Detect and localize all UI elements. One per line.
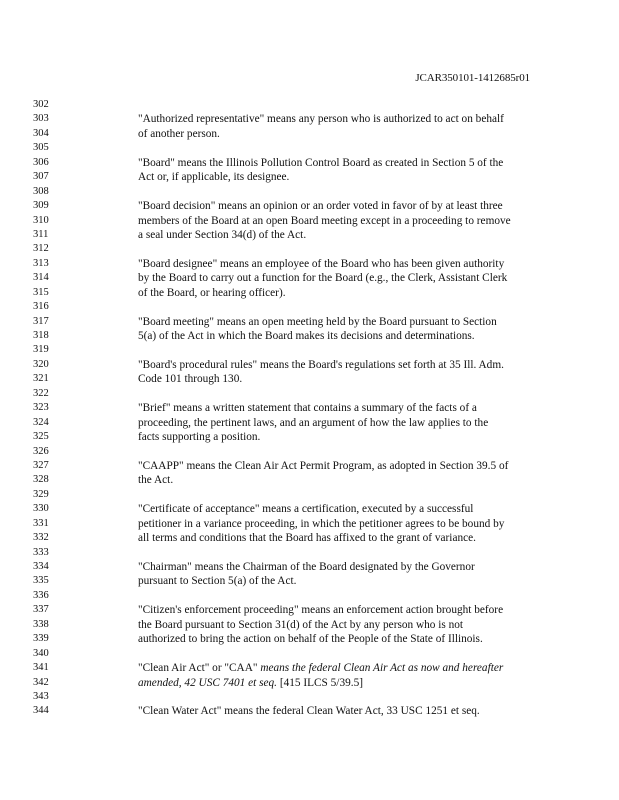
line-text bbox=[138, 112, 504, 126]
text-segment: "CAAPP" means the Clean Air Act Permit Program, as adopted in Section 39.5 of bbox=[138, 459, 509, 472]
line-number: 322 bbox=[33, 387, 49, 399]
text-line bbox=[0, 141, 619, 155]
text-line bbox=[0, 343, 619, 357]
text-segment: petitioner in a variance proceeding, in which the petitioner agrees to be bound by bbox=[138, 517, 505, 530]
text-line bbox=[0, 603, 619, 617]
text-line bbox=[0, 517, 619, 531]
text-segment: "Board's procedural rules" means the Board's regulations set forth at 35 Ill. Adm. bbox=[138, 358, 504, 371]
text-line bbox=[0, 156, 619, 170]
line-number: 329 bbox=[33, 488, 49, 500]
text-line bbox=[0, 546, 619, 560]
line-text bbox=[138, 315, 497, 329]
text-segment: by the Board to carry out a function for the Board (e.g., the Clerk, Assistant Clerk bbox=[138, 272, 508, 285]
line-number: 325 bbox=[33, 431, 49, 443]
line-number: 303 bbox=[33, 113, 49, 125]
text-line bbox=[0, 214, 619, 228]
line-text bbox=[138, 286, 286, 300]
text-line bbox=[0, 170, 619, 184]
text-segment: members of the Board at an open Board meeting except in a proceeding to remove bbox=[138, 214, 511, 227]
text-line bbox=[0, 329, 619, 343]
text-segment: the Board pursuant to Section 31(d) of the Act by any person who is not bbox=[138, 618, 464, 631]
line-text bbox=[138, 329, 475, 343]
text-segment: "Board" means the Illinois Pollution Control Board as created in Section 5 of the bbox=[138, 156, 504, 169]
text-segment: 5(a) of the Act in which the Board makes its decisions and determinations. bbox=[138, 330, 475, 342]
line-text bbox=[138, 632, 483, 646]
text-segment: "Board decision" means an opinion or an order voted in favor of by at least three bbox=[138, 200, 503, 213]
line-text bbox=[138, 372, 242, 386]
line-number: 344 bbox=[33, 705, 49, 717]
document-id-header: JCAR350101-1412685r01 bbox=[415, 72, 530, 84]
text-segment: [415 ILCS 5/39.5] bbox=[277, 676, 363, 689]
text-line bbox=[0, 589, 619, 603]
line-number: 308 bbox=[33, 185, 49, 197]
line-number: 342 bbox=[33, 676, 49, 688]
text-line bbox=[0, 300, 619, 314]
text-line bbox=[0, 271, 619, 285]
text-line bbox=[0, 98, 619, 112]
line-text bbox=[138, 401, 477, 415]
line-number: 334 bbox=[33, 561, 49, 572]
line-number: 333 bbox=[33, 546, 49, 558]
line-text bbox=[138, 603, 503, 617]
line-number: 312 bbox=[33, 243, 49, 255]
text-line bbox=[0, 430, 619, 444]
text-line bbox=[0, 416, 619, 430]
text-line bbox=[0, 286, 619, 300]
text-segment: Code 101 through 130. bbox=[138, 373, 243, 386]
line-number: 305 bbox=[33, 142, 49, 154]
text-line bbox=[0, 127, 619, 141]
text-segment: authorized to bring the action on behalf of the People of the State of Illinois. bbox=[138, 633, 483, 646]
line-text bbox=[138, 676, 363, 690]
italic-text-segment: amended, 42 USC 7401 et seq. bbox=[138, 676, 277, 689]
line-text bbox=[138, 430, 260, 444]
line-number: 335 bbox=[33, 575, 49, 587]
text-line bbox=[0, 401, 619, 415]
text-line bbox=[0, 502, 619, 516]
line-text bbox=[138, 199, 503, 213]
line-number: 313 bbox=[33, 257, 49, 269]
italic-text-segment: means the federal Clean Air Act as now and hereafter bbox=[260, 662, 504, 675]
text-line bbox=[0, 358, 619, 372]
text-segment: of another person. bbox=[138, 127, 220, 140]
line-text bbox=[138, 502, 473, 516]
text-line bbox=[0, 445, 619, 459]
line-number: 337 bbox=[33, 604, 49, 616]
line-number: 343 bbox=[33, 690, 49, 702]
text-line bbox=[0, 228, 619, 242]
line-text bbox=[138, 127, 220, 141]
line-text bbox=[138, 618, 463, 632]
text-line bbox=[0, 185, 619, 199]
text-segment: facts supporting a position. bbox=[138, 431, 261, 444]
line-number: 309 bbox=[33, 200, 49, 212]
text-segment: "Chairman" means the Chairman of the Board designated by the Governor bbox=[138, 561, 475, 573]
line-text bbox=[138, 459, 508, 473]
line-number: 318 bbox=[33, 330, 49, 341]
line-number: 339 bbox=[33, 633, 49, 645]
line-number: 324 bbox=[33, 416, 49, 428]
text-line bbox=[0, 647, 619, 661]
line-text bbox=[138, 228, 306, 242]
line-text bbox=[138, 416, 488, 430]
line-number: 317 bbox=[33, 315, 49, 327]
text-line bbox=[0, 387, 619, 401]
line-text bbox=[138, 170, 289, 184]
text-segment: "Authorized representative" means any person who is authorized to act on behalf bbox=[138, 113, 504, 126]
line-number: 321 bbox=[33, 373, 49, 385]
text-segment: "Citizen's enforcement proceeding" means an enforcement action brought before bbox=[138, 604, 504, 617]
text-segment: pursuant to Section 5(a) of the Act. bbox=[138, 575, 297, 588]
line-text bbox=[138, 156, 503, 170]
text-line bbox=[0, 531, 619, 545]
line-number: 307 bbox=[33, 171, 49, 183]
text-line bbox=[0, 574, 619, 588]
text-line bbox=[0, 560, 619, 574]
line-text bbox=[138, 257, 504, 271]
text-line bbox=[0, 257, 619, 271]
line-text bbox=[138, 574, 296, 588]
line-number: 320 bbox=[33, 358, 49, 370]
text-line bbox=[0, 473, 619, 487]
line-text bbox=[138, 473, 173, 487]
text-segment: proceeding, the pertinent laws, and an argument of how the law applies to the bbox=[138, 416, 489, 429]
line-number: 314 bbox=[33, 272, 49, 284]
text-line bbox=[0, 632, 619, 646]
text-line bbox=[0, 661, 619, 675]
text-line bbox=[0, 112, 619, 126]
text-line bbox=[0, 459, 619, 473]
text-line bbox=[0, 704, 619, 718]
line-number: 319 bbox=[33, 344, 49, 356]
line-number: 328 bbox=[33, 474, 49, 486]
text-line bbox=[0, 315, 619, 329]
text-segment: "Brief" means a written statement that contains a summary of the facts of a bbox=[138, 402, 477, 415]
line-text bbox=[138, 214, 511, 228]
line-number: 330 bbox=[33, 503, 49, 515]
line-number: 310 bbox=[33, 214, 49, 226]
line-text bbox=[138, 271, 507, 285]
line-text bbox=[138, 661, 503, 675]
text-segment: "Board designee" means an employee of the Board who has been given authority bbox=[138, 257, 505, 270]
text-segment: a seal under Section 34(d) of the Act. bbox=[138, 228, 307, 241]
text-line bbox=[0, 242, 619, 256]
line-text bbox=[138, 531, 476, 545]
line-text bbox=[138, 517, 504, 531]
line-number: 326 bbox=[33, 445, 49, 457]
text-segment: "Board meeting" means an open meeting held by the Board pursuant to Section bbox=[138, 315, 497, 328]
text-line bbox=[0, 618, 619, 632]
line-text bbox=[138, 560, 475, 574]
line-number: 340 bbox=[33, 647, 49, 659]
text-line bbox=[0, 372, 619, 386]
text-segment: of the Board, or hearing officer). bbox=[138, 286, 286, 299]
line-number: 336 bbox=[33, 589, 49, 601]
text-line bbox=[0, 690, 619, 704]
line-number: 323 bbox=[33, 402, 49, 414]
text-line bbox=[0, 199, 619, 213]
line-text bbox=[138, 358, 504, 372]
text-line bbox=[0, 676, 619, 690]
text-segment: "Clean Air Act" or "CAA" bbox=[138, 662, 261, 675]
line-number: 315 bbox=[33, 286, 49, 298]
text-segment: all terms and conditions that the Board has affixed to the grant of variance. bbox=[138, 532, 476, 545]
line-number: 341 bbox=[33, 662, 49, 674]
text-line bbox=[0, 488, 619, 502]
line-number: 332 bbox=[33, 532, 49, 544]
line-number: 331 bbox=[33, 517, 49, 529]
line-number: 306 bbox=[33, 156, 49, 168]
text-segment: the Act. bbox=[138, 474, 174, 487]
line-number: 327 bbox=[33, 459, 49, 471]
numbered-text-body bbox=[0, 98, 619, 719]
text-segment: "Clean Water Act" means the federal Clean Water Act, 33 USC 1251 et seq. bbox=[138, 705, 480, 718]
line-number: 302 bbox=[33, 99, 49, 110]
line-number: 311 bbox=[33, 228, 49, 240]
line-text bbox=[138, 704, 480, 718]
line-number: 304 bbox=[33, 127, 49, 139]
line-number: 316 bbox=[33, 301, 49, 313]
text-segment: "Certificate of acceptance" means a certification, executed by a successful bbox=[138, 503, 474, 516]
line-number: 338 bbox=[33, 618, 49, 630]
text-segment: Act or, if applicable, its designee. bbox=[138, 171, 290, 184]
